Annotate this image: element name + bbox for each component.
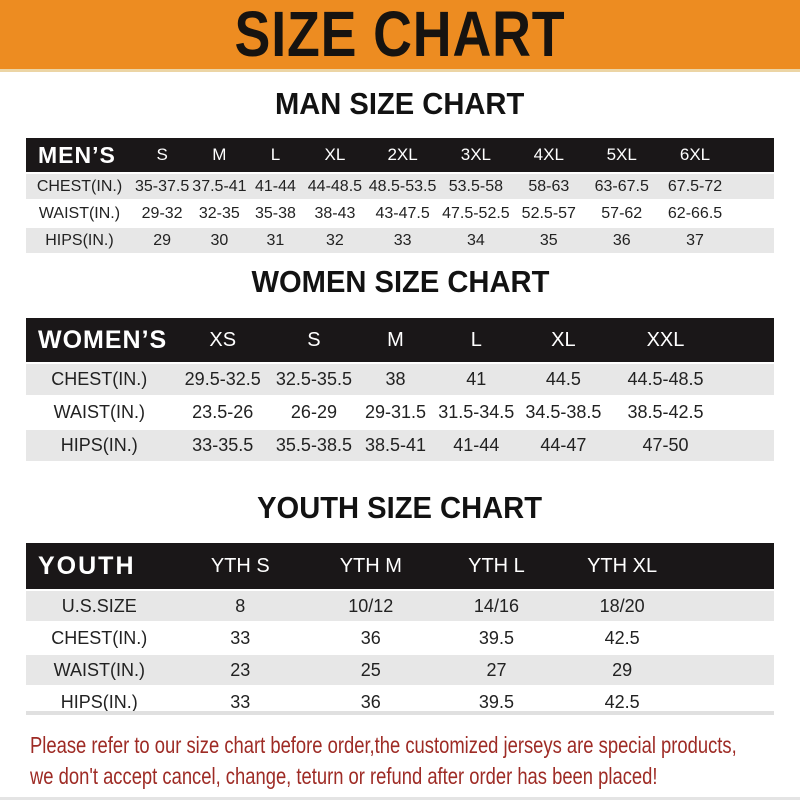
men-size-table [26,136,774,255]
men-header-row [26,138,774,172]
size-cell: 34 [466,231,485,249]
size-cell: 18/20 [599,595,645,616]
size-cell: 38.5-42.5 [627,402,704,422]
size-cell: 25 [360,659,381,680]
size-cell: 32 [326,231,344,249]
size-cell: 23 [230,659,251,680]
size-cell: 58-63 [528,177,570,195]
size-cell: 29.5-32.5 [184,369,261,389]
youth-group-label: YOUTH [38,551,136,580]
size-cell: 29 [612,659,633,680]
size-cell: 52.5-57 [521,204,576,222]
disclaimer-line-1: Please refer to our size chart before order,the customized jerseys are special products, [30,732,737,758]
size-cell: 47.5-52.5 [442,204,510,222]
column-header: 3XL [460,145,491,164]
table-row [26,201,774,226]
size-cell: 36 [360,691,381,712]
column-header: XL [551,328,576,351]
spacer-cell [721,397,774,428]
size-cell: 35 [539,231,558,249]
size-cell: 32-35 [198,204,240,222]
size-cell: 33-35.5 [192,435,254,455]
spacer-cell [685,591,774,621]
youth-header-row [26,543,774,589]
table-row [26,228,774,253]
size-cell: 33 [393,231,412,249]
size-cell: 37.5-41 [192,177,247,195]
row-label: HIPS(IN.) [45,231,114,249]
size-cell: 29-32 [141,204,183,222]
size-cell: 38.5-41 [364,435,426,455]
spacer-cell [721,430,774,461]
disclaimer-line-2: we don't accept cancel, change, teturn or refund after order has been placed! [30,763,658,789]
table-row [26,623,774,653]
row-label: CHEST(IN.) [51,369,148,389]
size-cell: 41 [466,369,487,389]
size-cell: 44.5-48.5 [627,369,704,389]
women-header-row [26,318,774,362]
row-label: WAIST(IN.) [53,402,145,422]
size-cell: 41-44 [453,435,500,455]
spacer-cell [685,623,774,653]
column-header: M [387,328,404,351]
row-label: HIPS(IN.) [60,435,138,455]
women-section-heading [0,264,800,300]
size-cell: 62-66.5 [667,204,723,222]
table-row [26,655,774,685]
row-label: CHEST(IN.) [36,177,123,195]
column-header: XL [324,145,346,164]
row-label: U.S.SIZE [61,595,137,616]
table-bottom-divider [26,711,774,715]
size-cell: 44.5 [545,369,581,389]
women-section-heading-text: WOMEN SIZE CHART [251,264,549,299]
men-group-label: MEN’S [38,141,116,168]
size-cell: 32.5-35.5 [275,369,352,389]
size-cell: 8 [235,595,246,616]
women-size-table [26,316,774,463]
size-cell: 35-38 [254,204,296,222]
size-cell: 29 [153,231,172,249]
size-cell: 10/12 [348,595,394,616]
size-cell: 38 [385,369,406,389]
size-cell: 38-43 [314,204,356,222]
size-cell: 39.5 [478,627,514,648]
column-header: 5XL [606,145,637,164]
size-cell: 43-47.5 [375,204,430,222]
size-cell: 37 [686,231,704,249]
size-cell: 33 [230,627,251,648]
column-header: L [470,328,482,351]
spacer-cell [731,138,774,172]
size-cell: 53.5-58 [448,177,504,195]
row-label: HIPS(IN.) [60,691,138,712]
table-row [26,174,774,199]
size-cell: 31.5-34.5 [438,402,515,422]
page-title: SIZE CHART [234,0,566,70]
youth-size-table [26,541,774,719]
size-cell: 30 [210,231,229,249]
table-row [26,364,774,395]
size-cell: 57-62 [601,204,643,222]
size-cell: 14/16 [473,595,519,616]
size-cell: 44-47 [540,435,587,455]
column-header: 2XL [387,145,418,164]
row-label: CHEST(IN.) [51,627,148,648]
size-cell: 47-50 [642,435,689,455]
spacer-cell [731,174,774,199]
size-cell: 35.5-38.5 [275,435,352,455]
size-cell: 36 [360,627,381,648]
table-row [26,591,774,621]
column-header: L [270,145,281,164]
size-cell: 23.5-26 [192,402,254,422]
size-cell: 39.5 [478,691,514,712]
size-cell: 48.5-53.5 [368,177,437,195]
size-cell: 27 [486,659,507,680]
column-header: S [307,328,321,351]
size-cell: 67.5-72 [667,177,723,195]
youth-section-heading [0,490,800,526]
spacer-cell [685,543,774,589]
size-chart-banner [0,0,800,72]
spacer-cell [731,228,774,253]
column-header: M [212,145,227,164]
size-cell: 31 [266,231,285,249]
size-cell: 42.5 [604,627,640,648]
size-cell: 29-31.5 [364,402,426,422]
men-section-heading [0,86,800,122]
spacer-cell [685,655,774,685]
size-cell: 35-37.5 [134,177,190,195]
spacer-cell [721,364,774,395]
row-label: WAIST(IN.) [38,204,121,222]
size-cell: 26-29 [290,402,337,422]
column-header: YTH XL [587,554,658,577]
column-header: YTH L [468,554,525,577]
table-row [26,397,774,428]
size-cell: 44-48.5 [307,177,363,195]
size-cell: 41-44 [254,177,296,195]
size-cell: 63-67.5 [594,177,649,195]
column-header: YTH M [339,554,402,577]
size-cell: 33 [230,691,251,712]
column-header: YTH S [210,554,270,577]
table-row [26,430,774,461]
column-header: 4XL [533,145,564,164]
column-header: XXL [646,328,685,351]
disclaimer-text [30,730,790,792]
spacer-cell [731,201,774,226]
size-cell: 34.5-38.5 [525,402,602,422]
row-label: WAIST(IN.) [53,659,145,680]
youth-section-heading-text: YOUTH SIZE CHART [257,490,543,525]
size-cell: 42.5 [604,691,640,712]
column-header: 6XL [679,145,711,164]
women-group-label: WOMEN’S [38,325,168,354]
size-cell: 36 [612,231,631,249]
column-header: XS [209,328,237,351]
column-header: S [156,145,168,164]
men-section-heading-text: MAN SIZE CHART [275,86,525,121]
spacer-cell [721,318,774,362]
